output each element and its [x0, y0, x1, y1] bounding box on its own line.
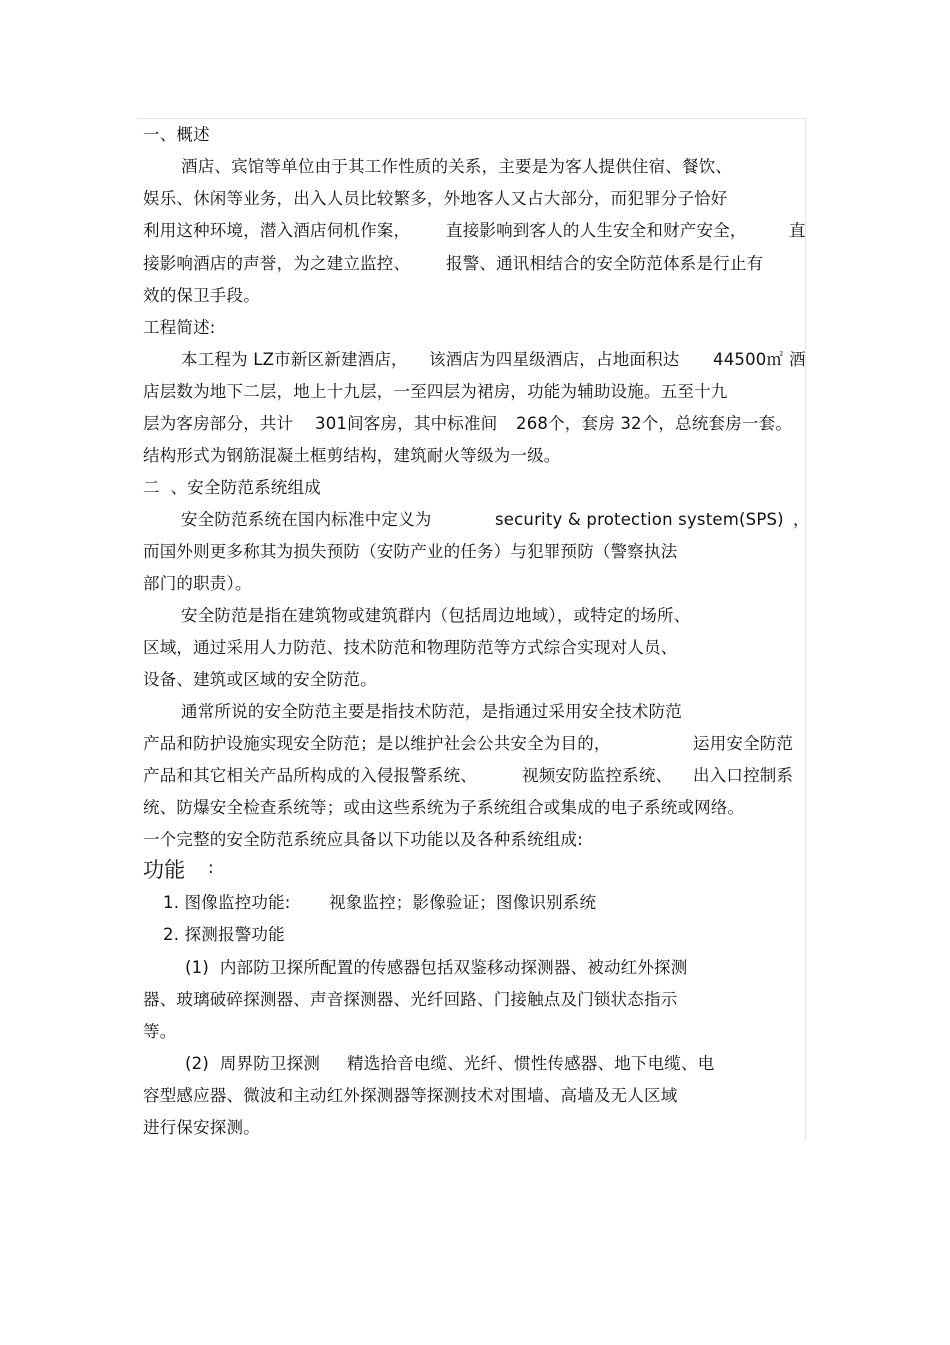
paragraph-line: 而国外则更多称其为损失预防（安防产业的任务）与犯罪预防（警察执法 — [143, 542, 678, 561]
paragraph-line: 产品和其它相关产品所构成的入侵报警系统、 — [143, 766, 477, 785]
paragraph-line: 娱乐、休闲等业务，出入人员比较繁多，外地客人又占大部分，而犯罪分子恰好 — [143, 189, 728, 208]
paragraph-line: 直 — [789, 221, 806, 240]
paragraph-line: 44500㎡ — [713, 350, 784, 369]
section-heading-project: 工程简述: — [143, 318, 216, 337]
paragraph-line: 层为客房部分，共计 — [143, 414, 294, 433]
function-heading: 功能 — [143, 858, 186, 882]
paragraph-line: 精选拾音电缆、光纤、惯性传感器、地下电缆、电 — [347, 1054, 715, 1073]
paragraph-line: 器、玻璃破碎探测器、声音探测器、光纤回路、门接触点及门锁状态指示 — [143, 990, 678, 1009]
paragraph-line: (2) 周界防卫探测 — [185, 1054, 321, 1073]
paragraph-line: 接影响酒店的声誉，为之建立监控、 — [143, 254, 411, 273]
paragraph-line: 结构形式为钢筋混凝土框剪结构，建筑耐火等级为一级。 — [143, 446, 561, 465]
paragraph-line: 设备、建筑或区域的安全防范。 — [143, 670, 377, 689]
paragraph-line: 安全防范是指在建筑物或建筑群内（包括周边地域），或特定的场所、 — [181, 606, 691, 625]
paragraph-line: 视频安防监控系统、 — [522, 766, 673, 785]
paragraph-line: 出入口控制系 — [693, 766, 794, 785]
section-heading-overview: 一、概述 — [143, 125, 210, 144]
paragraph-line: 进行保安探测。 — [143, 1118, 260, 1137]
list-item-detail: 视象监控；影像验证；图像识别系统 — [329, 893, 597, 912]
paragraph-line: 店层数为地下二层，地上十九层，一至四层为裙房，功能为辅助设施。五至十九 — [143, 382, 728, 401]
paragraph-line: security & protection system(SPS) — [495, 510, 784, 529]
paragraph-line: 酒店、宾馆等单位由于其工作性质的关系，主要是为客人提供住宿、餐饮、 — [181, 157, 733, 176]
paragraph-line: 利用这种环境，潜入酒店伺机作案， — [143, 221, 411, 240]
paragraph-line: 部门的职责）。 — [143, 574, 252, 593]
paragraph-line: 产品和防护设施实现安全防范；是以维护社会公共安全为目的， — [143, 734, 611, 753]
paragraph-line: 一个完整的安全防范系统应具备以下功能以及各种系统组成: — [143, 830, 583, 849]
paragraph-line: 本工程为 LZ市新区新建酒店， — [181, 350, 408, 369]
paragraph-line: 等。 — [143, 1022, 177, 1041]
paragraph-line: 301间客房，其中标准间 — [315, 414, 498, 433]
paragraph-line: 区域，通过采用人力防范、技术防范和物理防范等方式综合实现对人员、 — [143, 638, 678, 657]
paragraph-line: 直接影响到客人的人生安全和财产安全， — [446, 221, 747, 240]
paragraph-line: 通常所说的安全防范主要是指技术防范，是指通过采用安全技术防范 — [181, 702, 682, 721]
paragraph-line: 酒 — [789, 350, 806, 369]
paragraph-line: ， — [793, 510, 810, 529]
paragraph-line: (1) 内部防卫探所配置的传感器包括双鉴移动探测器、被动红外探测 — [185, 958, 688, 977]
paragraph-line: 报警、通讯相结合的安全防范体系是行止有 — [446, 254, 764, 273]
paragraph-line: 安全防范系统在国内标准中定义为 — [181, 510, 432, 529]
list-item: 1. 图像监控功能: — [163, 893, 291, 912]
paragraph-line: 统、防爆安全检查系统等；或由这些系统为子系统组合或集成的电子系统或网络。 — [143, 798, 745, 817]
list-item: 2. 探测报警功能 — [163, 925, 285, 944]
paragraph-line: 运用安全防范 — [693, 734, 794, 753]
section-heading-security: 二 、安全防范系统组成 — [143, 478, 321, 497]
paragraph-line: 268个，套房 32个，总统套房一套。 — [516, 414, 793, 433]
paragraph-line: 容型感应器、微波和主动红外探测器等探测技术对围墙、高墙及无人区域 — [143, 1086, 678, 1105]
function-heading-colon: : — [208, 858, 214, 877]
paragraph-line: 该酒店为四星级酒店，占地面积达 — [429, 350, 680, 369]
paragraph-line: 效的保卫手段。 — [143, 286, 260, 305]
